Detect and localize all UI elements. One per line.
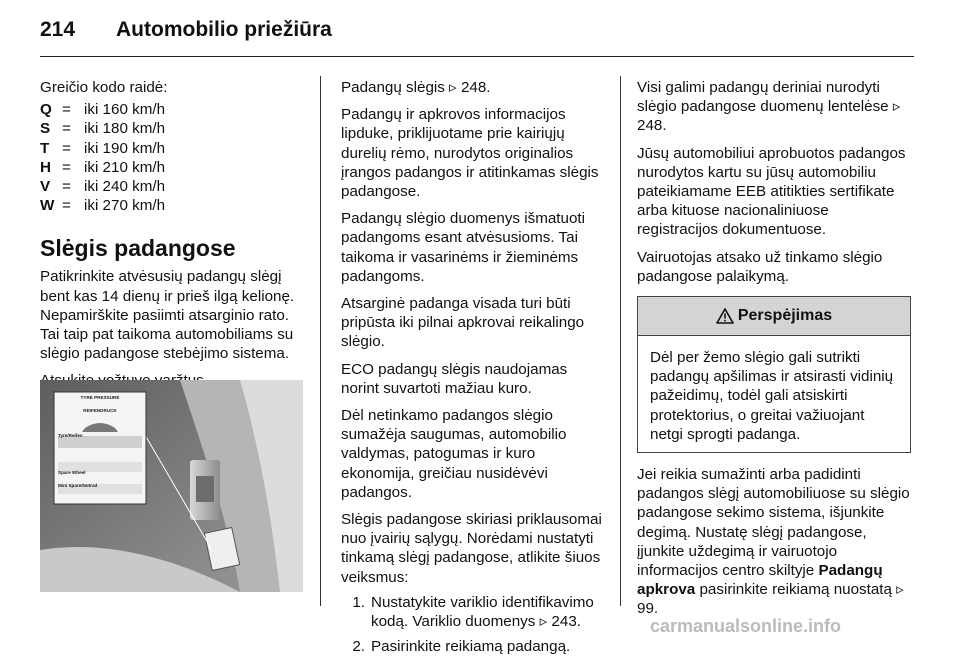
speed-code-letter: Q [40,101,52,119]
page-number: 214 [40,18,76,41]
speed-code-row [40,177,312,196]
paragraph: Slėgis padangose skiriasi priklausomai nuo įvairių sąlygų. Norėdami nustatyti tinkamą slėgį padangose, atlikite šiuos veiksmus: [341,511,602,586]
label-line: TYRE PRESSURE [80,395,120,400]
paragraph-text: pasirinkite reikiamą nuostatą [695,581,897,599]
paragraph: Padangų ir apkrovos informacijos lipduke, priklijuotame prie kairiųjų durelių rėmo, nurodytos originalios įrangos padangos ir atitinkamas slėgis padangose. [341,106,599,201]
speed-code-letter: W [40,197,55,215]
speed-code-letter: S [40,120,51,138]
warning-body: Dėl per žemo slėgio gali sutrikti padangų apšilimas ir atsirasti vidinių pažeidimų, todėl gali atsiskirti protektorius, o greitai važiuojant netgi sprogti padanga. [650,349,894,443]
speed-code-value: iki 160 km/h [84,101,166,119]
speed-code-row [40,100,312,119]
paragraph: Patikrinkite atvėsusių padangų slėgį bent kas 14 dienų ir prieš ilgą kelionę. Nepamirškite pasiimti atsarginio rato. Tai taip pat taikoma automobiliams su slėgio padangose stebėjimo sistema. [40,268,295,363]
speed-code-eq: = [62,120,71,138]
paragraph: Vairuotojas atsako už tinkamo slėgio padangose palaikymą. [637,248,883,285]
paragraph: Jūsų automobiliui aprobuotos padangos nurodytos kartu su jūsų automobiliu pateikiamame EEB atitikties sertifikate arba kituose nacionaliniuose registracijos dokumentuose. [637,144,906,239]
page-ref-link[interactable]: 243. [551,613,581,631]
paragraph: ECO padangų slėgis naudojamas norint suvartoti mažiau kuro. [341,360,568,397]
speed-code-value: iki 180 km/h [84,120,166,138]
speed-code-row [40,158,312,177]
paragraph: Padangų slėgio duomenys išmatuoti padangoms esant atvėsusioms. Tai taikoma ir vasarinėms ir žieminėms padangoms. [341,210,585,285]
header-rule [40,56,914,57]
label-line: Tyre/Reifen [58,433,83,438]
speed-code-value: iki 210 km/h [84,158,166,176]
warning-title: Perspėjimas [737,307,833,325]
speed-code-row [40,119,312,138]
column-divider [620,76,621,606]
speed-code-intro: Greičio kodo raidė: [40,79,168,96]
paragraph [637,78,911,136]
speed-code-letter: H [40,158,51,176]
speed-code-letter: V [40,177,51,195]
column-2 [341,78,607,662]
paragraph [341,78,607,97]
menu-term: Padangų apkrova [637,562,883,599]
page-ref-link[interactable]: 99. [637,600,659,618]
list-item [341,593,607,631]
triangle-right-icon: ▹ [449,79,457,96]
triangle-right-icon: ▹ [892,98,901,116]
speed-code-value: iki 190 km/h [84,139,166,157]
warning-triangle-icon [716,308,734,324]
step-list [341,593,607,657]
speed-code-value: iki 240 km/h [84,177,166,195]
watermark: carmanualsonline.info [650,616,842,636]
page-header [0,0,960,58]
step-number: 1. [352,593,365,611]
step-text: Nustatykite variklio identifikavimo kodą. Variklio duomenys [371,593,594,631]
paragraph: Atsarginė padanga visada turi būti pripūsta iki pilnai apkrovai reikalingo slėgio. [341,295,585,351]
column-divider [320,76,321,606]
paragraph-text: Visi galimi padangų deriniai nurodyti slėgio padangose duomenų lentelėse [637,79,893,116]
label-text [54,392,146,504]
paragraph: Dėl netinkamo padangos slėgio sumažėja saugumas, automobilio valdymas, patogumas ir kuro ekonomija, greičiau nusidėvėvi padangos. [341,407,567,501]
step-text: Pasirinkite reikiamą padangą. [371,638,571,656]
paragraph-text: Padangų slėgis [341,79,450,96]
speed-code-eq: = [62,158,71,176]
speed-code-row [40,139,312,158]
paragraph-text: Jei reikia sumažinti arba padidinti padangos slėgį automobiliuose su slėgio padangose sekimo sistema, išjunkite degimą. Nustatę slėgį padangose, įjunkite uždegimą ir vairuotojo informacijos centro skiltyje [637,466,910,580]
speed-code-eq: = [62,101,71,119]
page-title: Automobilio priežiūra [116,18,332,41]
page-ref-link[interactable]: 248. [637,117,667,135]
warning-header [638,297,910,336]
column-1 [40,78,312,399]
speed-code-eq: = [62,139,71,157]
speed-code-eq: = [62,197,71,215]
label-line: Spare Wheel [58,470,86,475]
speed-code-row [40,196,312,215]
column-3 [637,78,911,627]
triangle-right-icon: ▹ [539,613,548,631]
paragraph [637,465,911,619]
triangle-right-icon: ▹ [896,581,904,599]
tyre-pressure-label-photo [40,380,303,592]
step-number: 2. [352,638,365,656]
speed-code-list [40,100,312,215]
section-heading: Slėgis padangose [40,235,236,262]
speed-code-eq: = [62,177,71,195]
page-ref-link[interactable]: 248. [460,79,491,96]
speed-code-letter: T [40,139,50,157]
speed-code-value: iki 270 km/h [84,197,166,215]
warning-box [637,296,911,453]
list-item [341,637,607,656]
label-line: REIFENDRUCK [83,408,117,413]
label-line: Mini Spare/Notrad [58,483,98,488]
